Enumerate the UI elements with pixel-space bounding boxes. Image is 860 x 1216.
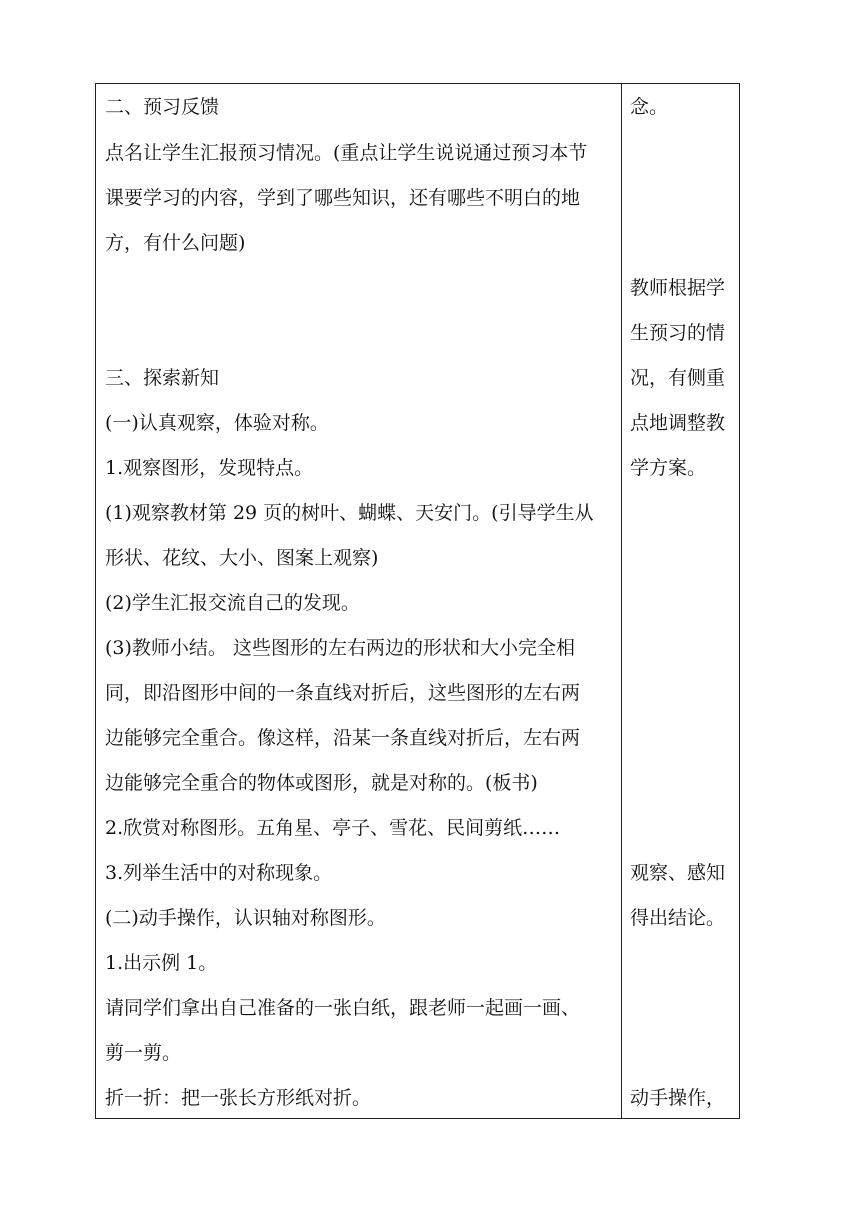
text-line: 2.欣赏对称图形。五角星、亭子、雪花、民间剪纸…… <box>105 817 561 839</box>
column-divider <box>621 84 622 1118</box>
text-line: 1.观察图形，发现特点。 <box>105 457 314 479</box>
section-heading-explore-new: 三、探索新知 <box>105 367 220 389</box>
text-line: 边能够完全重合的物体或图形，就是对称的。(板书) <box>105 772 538 794</box>
lesson-plan-table <box>95 83 740 1119</box>
note-line: 念。 <box>630 96 669 118</box>
text-line: (1)观察教材第 29 页的树叶、蝴蝶、天安门。(引导学生从 <box>105 502 594 524</box>
subsection-heading: (二)动手操作，认识轴对称图形。 <box>105 907 386 929</box>
text-line: 剪一剪。 <box>105 1042 182 1064</box>
note-line: 观察、感知 <box>630 862 726 884</box>
note-line: 得出结论。 <box>630 907 726 929</box>
text-line: 课要学习的内容，学到了哪些知识，还有哪些不明白的地 <box>105 187 581 209</box>
text-line: 边能够完全重合。像这样，沿某一条直线对折后，左右两 <box>105 727 581 749</box>
text-line: 1.出示例 1。 <box>105 952 218 974</box>
note-line: 生预习的情 <box>630 322 726 344</box>
text-line: 形状、花纹、大小、图案上观察) <box>105 547 379 569</box>
note-line: 点地调整教 <box>630 412 726 434</box>
text-line: 点名让学生汇报预习情况。(重点让学生说说通过预习本节 <box>105 142 588 164</box>
note-line: 学方案。 <box>630 457 707 479</box>
text-line: (2)学生汇报交流自己的发现。 <box>105 592 360 614</box>
text-line: (3)教师小结。 这些图形的左右两边的形状和大小完全相 <box>105 637 575 659</box>
text-line: 折一折：把一张长方形纸对折。 <box>105 1087 372 1109</box>
text-line: 3.列举生活中的对称现象。 <box>105 862 333 884</box>
text-line: 方，有什么问题) <box>105 232 246 254</box>
note-line: 况，有侧重 <box>630 367 726 389</box>
subsection-heading: (一)认真观察，体验对称。 <box>105 412 329 434</box>
text-line: 同，即沿图形中间的一条直线对折后，这些图形的左右两 <box>105 682 581 704</box>
note-line: 动手操作， <box>630 1087 726 1109</box>
text-line: 请同学们拿出自己准备的一张白纸，跟老师一起画一画、 <box>105 997 581 1019</box>
section-heading-preview-feedback: 二、预习反馈 <box>105 96 220 118</box>
note-line: 教师根据学 <box>630 277 726 299</box>
